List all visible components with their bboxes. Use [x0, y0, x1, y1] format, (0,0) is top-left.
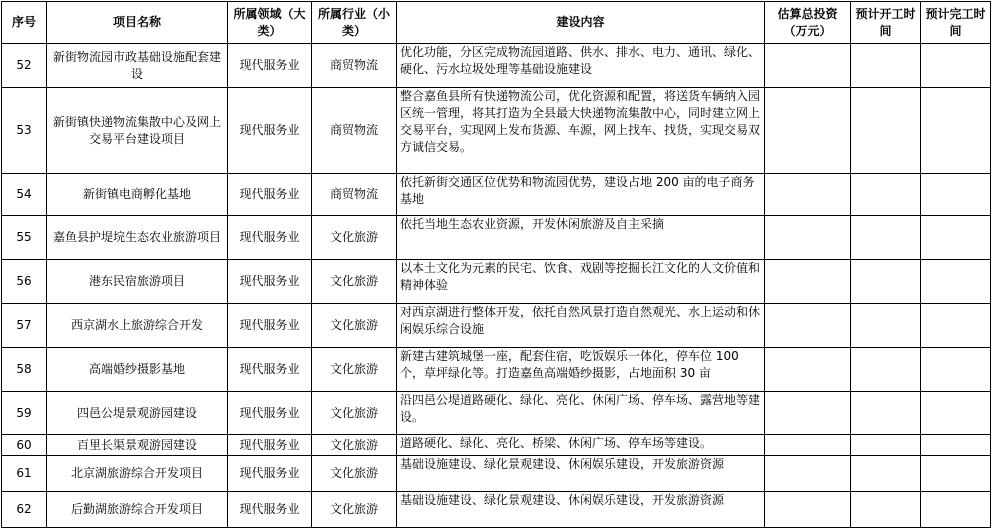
- row-seq: 52: [2, 44, 47, 88]
- row-seq: 55: [2, 216, 47, 260]
- row-invest: [765, 260, 851, 304]
- row-start: [851, 216, 921, 260]
- table-row: [2, 216, 991, 260]
- row-industry: 文化旅游: [312, 216, 397, 260]
- row-finish: [921, 348, 991, 392]
- row-project-name: 新街镇快递物流集散中心及网上交易平台建设项目: [47, 88, 228, 174]
- row-finish: [921, 435, 991, 456]
- row-project-name: 新街物流园市政基础设施配套建设: [47, 44, 228, 88]
- row-field: 现代服务业: [228, 304, 312, 348]
- row-industry: 文化旅游: [312, 348, 397, 392]
- row-finish: [921, 260, 991, 304]
- row-project-name: 北京湖旅游综合开发项目: [47, 456, 228, 492]
- row-invest: [765, 435, 851, 456]
- table-row: [2, 304, 991, 348]
- row-seq: 53: [2, 88, 47, 174]
- project-table: [1, 1, 991, 528]
- row-seq: 57: [2, 304, 47, 348]
- row-invest: [765, 174, 851, 216]
- row-content: 新建古建筑城堡一座，配套住宿，吃饭娱乐一体化，停车位 100 个，草坪绿化等。打造嘉鱼高端婚纱摄影，占地面积 30 亩: [397, 348, 765, 392]
- row-start: [851, 260, 921, 304]
- table-row: [2, 44, 991, 88]
- table-row: [2, 174, 991, 216]
- row-field: 现代服务业: [228, 44, 312, 88]
- row-start: [851, 88, 921, 174]
- table-row: [2, 492, 991, 528]
- header-row: [2, 2, 991, 44]
- row-finish: [921, 392, 991, 435]
- row-industry: 商贸物流: [312, 174, 397, 216]
- row-content: 道路硬化、绿化、亮化、桥梁、休闲广场、停车场等建设。: [397, 435, 765, 456]
- row-seq: 61: [2, 456, 47, 492]
- row-start: [851, 44, 921, 88]
- row-seq: 54: [2, 174, 47, 216]
- row-finish: [921, 456, 991, 492]
- row-start: [851, 392, 921, 435]
- row-start: [851, 174, 921, 216]
- row-content: 基础设施建设、绿化景观建设、休闲娱乐建设，开发旅游资源: [397, 492, 765, 528]
- table-row: [2, 456, 991, 492]
- header-invest: 估算总投资（万元）: [765, 2, 851, 44]
- row-finish: [921, 174, 991, 216]
- row-project-name: 西京湖水上旅游综合开发: [47, 304, 228, 348]
- row-invest: [765, 348, 851, 392]
- row-field: 现代服务业: [228, 456, 312, 492]
- row-finish: [921, 44, 991, 88]
- row-project-name: 港东民宿旅游项目: [47, 260, 228, 304]
- row-seq: 58: [2, 348, 47, 392]
- row-start: [851, 348, 921, 392]
- row-finish: [921, 304, 991, 348]
- header-industry: 所属行业（小类）: [312, 2, 397, 44]
- row-content: 沿四邑公堤道路硬化、绿化、亮化、休闲广场、停车场、露营地等建设。: [397, 392, 765, 435]
- row-field: 现代服务业: [228, 88, 312, 174]
- row-project-name: 四邑公堤景观游园建设: [47, 392, 228, 435]
- row-industry: 文化旅游: [312, 392, 397, 435]
- row-start: [851, 304, 921, 348]
- row-industry: 文化旅游: [312, 304, 397, 348]
- row-industry: 文化旅游: [312, 435, 397, 456]
- row-project-name: 百里长渠景观游园建设: [47, 435, 228, 456]
- row-field: 现代服务业: [228, 435, 312, 456]
- row-project-name: 嘉鱼县护堤垸生态农业旅游项目: [47, 216, 228, 260]
- row-start: [851, 492, 921, 528]
- row-start: [851, 435, 921, 456]
- row-invest: [765, 44, 851, 88]
- row-finish: [921, 88, 991, 174]
- row-seq: 60: [2, 435, 47, 456]
- row-industry: 商贸物流: [312, 88, 397, 174]
- header-start: 预计开工时间: [851, 2, 921, 44]
- header-content: 建设内容: [397, 2, 765, 44]
- table-row: [2, 348, 991, 392]
- row-seq: 56: [2, 260, 47, 304]
- row-invest: [765, 392, 851, 435]
- header-field: 所属领域（大类）: [228, 2, 312, 44]
- table-row: [2, 435, 991, 456]
- row-industry: 文化旅游: [312, 456, 397, 492]
- table-row: [2, 88, 991, 174]
- row-industry: 文化旅游: [312, 260, 397, 304]
- row-industry: 商贸物流: [312, 44, 397, 88]
- row-start: [851, 456, 921, 492]
- row-finish: [921, 216, 991, 260]
- row-seq: 62: [2, 492, 47, 528]
- row-invest: [765, 456, 851, 492]
- header-seq: 序号: [2, 2, 47, 44]
- row-content: 基础设施建设、绿化景观建设、休闲娱乐建设，开发旅游资源: [397, 456, 765, 492]
- row-content: 对西京湖进行整体开发，依托自然风景打造自然观光、水上运动和休闲娱乐综合设施: [397, 304, 765, 348]
- row-project-name: 新街镇电商孵化基地: [47, 174, 228, 216]
- row-field: 现代服务业: [228, 216, 312, 260]
- row-invest: [765, 492, 851, 528]
- row-finish: [921, 492, 991, 528]
- row-industry: 文化旅游: [312, 492, 397, 528]
- row-content: 整合嘉鱼县所有快递物流公司，优化资源和配置，将送货车辆纳入园区统一管理，将其打造为全县最大快递物流集散中心，同时建立网上交易平台，实现网上发布货源、车源，网上找车、找货，实现交易双方诚信交易。: [397, 88, 765, 174]
- header-name: 项目名称: [47, 2, 228, 44]
- row-project-name: 高端婚纱摄影基地: [47, 348, 228, 392]
- row-content: 依托当地生态农业资源，开发休闲旅游及自主采摘: [397, 216, 765, 260]
- row-invest: [765, 88, 851, 174]
- row-content: 依托新街交通区位优势和物流园优势，建设占地 200 亩的电子商务基地: [397, 174, 765, 216]
- table-row: [2, 392, 991, 435]
- row-field: 现代服务业: [228, 348, 312, 392]
- row-invest: [765, 304, 851, 348]
- row-field: 现代服务业: [228, 492, 312, 528]
- row-project-name: 后勤湖旅游综合开发项目: [47, 492, 228, 528]
- row-field: 现代服务业: [228, 260, 312, 304]
- row-content: 优化功能，分区完成物流园道路、供水、排水、电力、通讯、绿化、硬化、污水垃圾处理等基础设施建设: [397, 44, 765, 88]
- row-field: 现代服务业: [228, 174, 312, 216]
- row-seq: 59: [2, 392, 47, 435]
- row-invest: [765, 216, 851, 260]
- header-finish: 预计完工时间: [921, 2, 991, 44]
- row-content: 以本土文化为元素的民宅、饮食、戏剧等挖掘长江文化的人文价值和精神体验: [397, 260, 765, 304]
- row-field: 现代服务业: [228, 392, 312, 435]
- table-row: [2, 260, 991, 304]
